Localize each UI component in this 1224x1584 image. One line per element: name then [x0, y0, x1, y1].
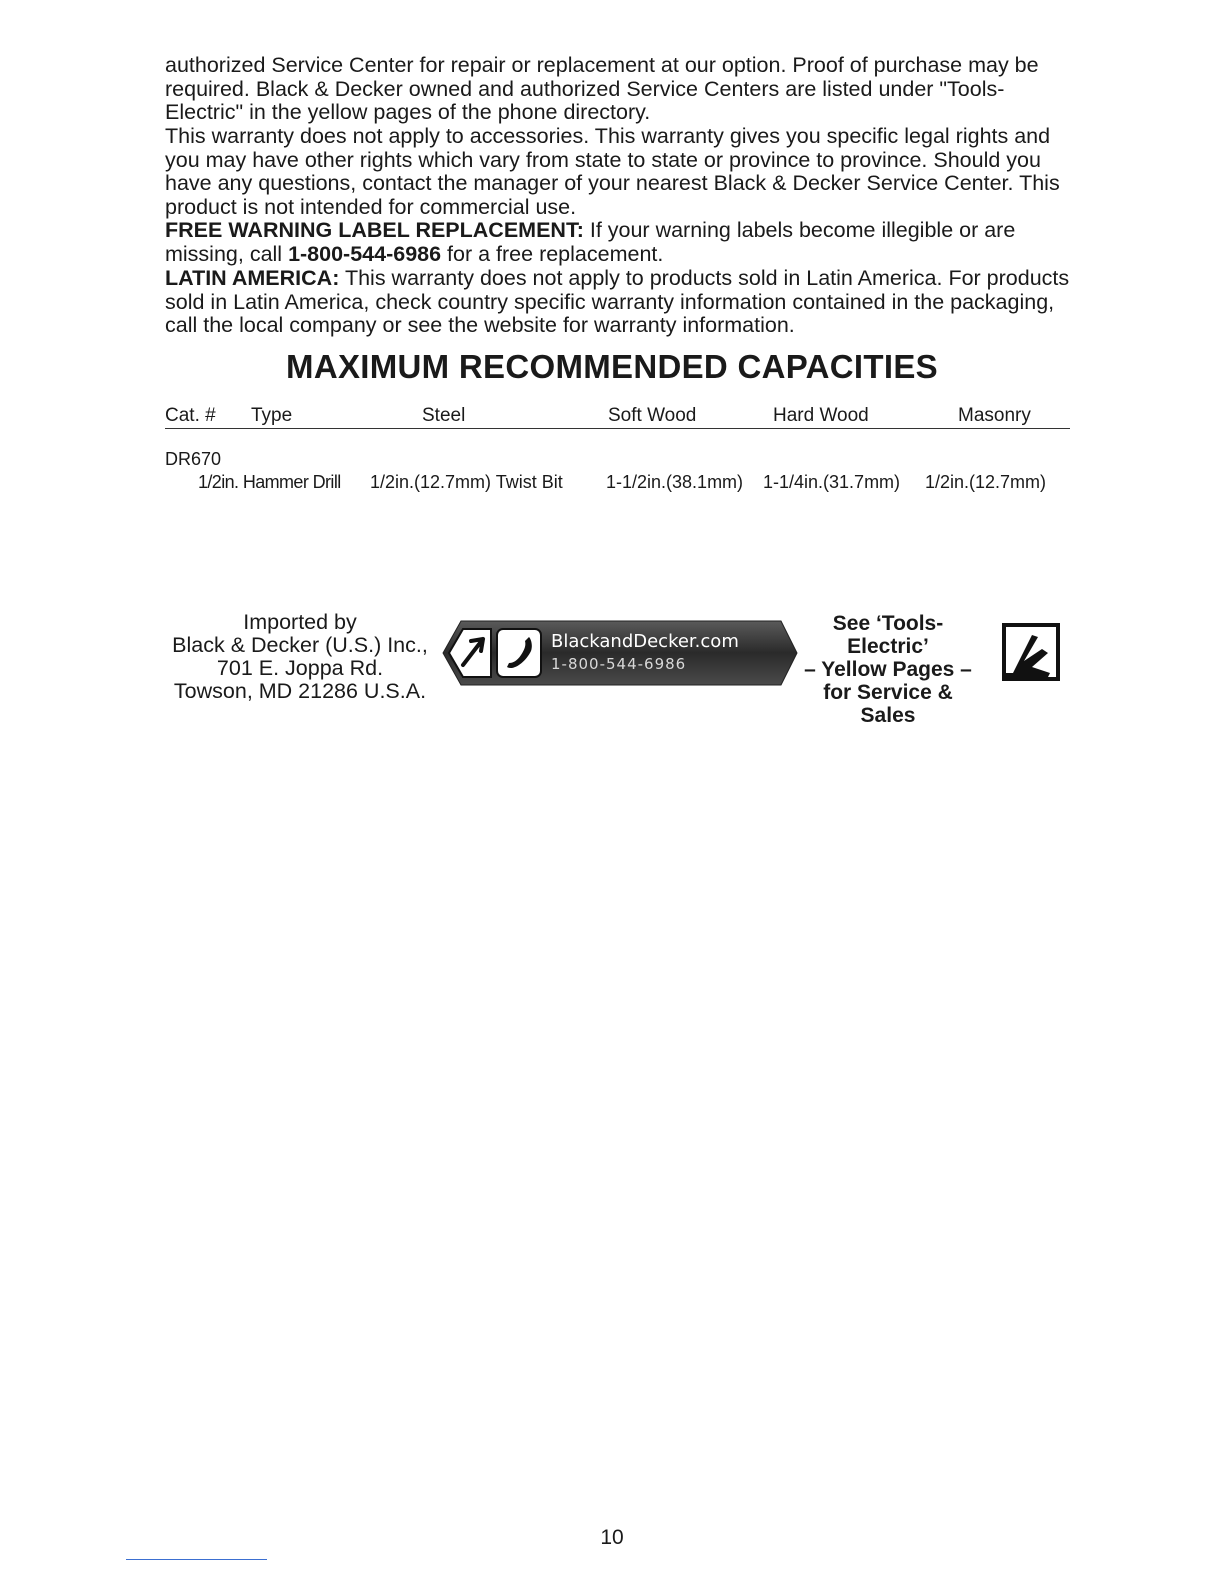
header-type: Type [251, 405, 293, 426]
cell-type: 1/2in. Hammer Drill [198, 472, 341, 492]
header-cat: Cat. # [165, 405, 216, 426]
warranty-paragraph-2: This warranty does not apply to accessories. This warranty gives you specific legal rights and you may have other rights which vary from state to state or province to province. Should you have any questions, contact the manager of your nearest Black & Decker Service Center. This product is not intended for commercial use. [165, 124, 1060, 219]
free-warning-text-before: If your warning labels become illegible or are missing, call [165, 218, 1016, 266]
header-hard-wood: Hard Wood [773, 405, 869, 426]
yp-line-5: Sales [860, 704, 916, 727]
header-steel: Steel [422, 405, 466, 426]
telephone-icon [497, 629, 541, 677]
free-warning-phone: 1-800-544-6986 [288, 241, 442, 266]
model-number: DR670 [165, 449, 222, 469]
header-masonry: Masonry [958, 405, 1031, 426]
table-row [165, 472, 1070, 496]
contact-badge [441, 619, 799, 687]
importer-line-4: Towson, MD 21286 U.S.A. [173, 679, 427, 703]
capacities-table-header [165, 404, 1070, 429]
latin-america-text: This warranty does not apply to products sold in Latin America. For products sold in Latin America, check country specific warranty information contained in the packaging, call the local company or see the website for warranty information. [165, 266, 1070, 337]
free-warning-text-after: for a free replacement. [441, 241, 664, 266]
yellow-pages-note [798, 612, 978, 727]
cell-masonry: 1/2in.(12.7mm) [925, 472, 1047, 492]
website-link[interactable]: BlackandDecker.com [551, 631, 739, 652]
importer-address [150, 611, 450, 703]
free-warning-label-paragraph [165, 219, 1070, 266]
cell-soft-wood: 1-1/2in.(38.1mm) [606, 472, 744, 492]
importer-line-3: 701 E. Joppa Rd. [216, 656, 384, 680]
latin-america-heading: LATIN AMERICA: [165, 266, 340, 290]
page-number: 10 [600, 1526, 624, 1549]
cell-hard-wood: 1-1/4in.(31.7mm) [763, 472, 901, 492]
walking-fingers-icon [1002, 623, 1060, 681]
capacities-title: MAXIMUM RECOMMENDED CAPACITIES [286, 348, 938, 385]
cell-steel: 1/2in.(12.7mm) Twist Bit [370, 472, 563, 492]
yp-line-3: – Yellow Pages – [804, 658, 972, 681]
importer-line-2: Black & Decker (U.S.) Inc., [172, 633, 428, 657]
latin-america-paragraph [165, 267, 1070, 338]
header-soft-wood: Soft Wood [608, 405, 697, 426]
badge-phone: 1-800-544-6986 [551, 655, 687, 673]
warranty-paragraph-1: authorized Service Center for repair or replacement at our option. Proof of purchase may be required. Black & Decker owned and authorized Service Centers are listed under "Tools-Electric" in the yellow pages of the phone directory. [165, 53, 1039, 124]
badge-text [551, 631, 739, 675]
footer-divider [126, 1559, 267, 1560]
yp-line-1: See ‘Tools- [832, 612, 944, 635]
free-warning-label-heading: FREE WARNING LABEL REPLACEMENT: [165, 218, 584, 242]
yp-line-4: for Service & [823, 681, 953, 704]
importer-line-1: Imported by [243, 610, 357, 634]
yp-line-2: Electric’ [847, 635, 929, 658]
